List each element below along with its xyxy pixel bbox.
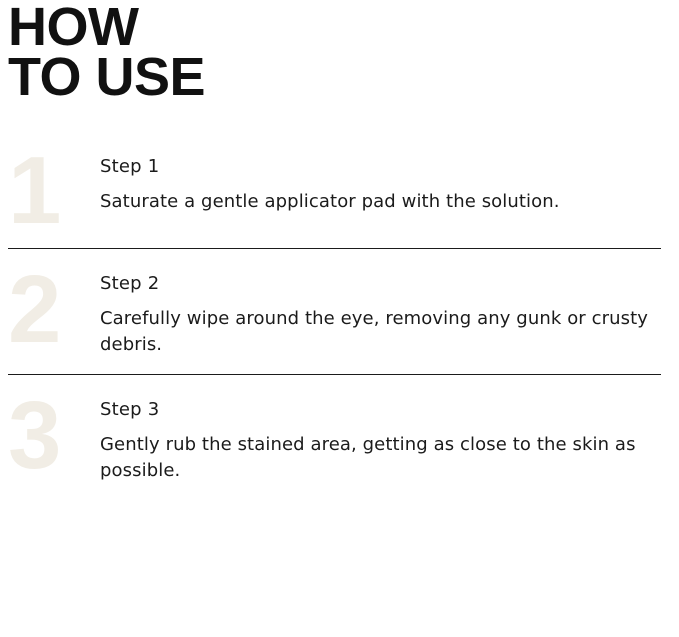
page-title bbox=[8, 0, 661, 108]
list-item bbox=[8, 137, 661, 248]
steps-list bbox=[8, 137, 661, 500]
step-number: 3 bbox=[8, 382, 62, 490]
step-body bbox=[100, 267, 661, 358]
step-title: Step 2 bbox=[100, 273, 160, 295]
step-body bbox=[100, 150, 661, 215]
list-item bbox=[8, 374, 661, 500]
page-title-line-2: TO USE bbox=[8, 47, 206, 108]
step-description: Carefully wipe around the eye, removing any gunk or crusty debris. bbox=[100, 308, 649, 356]
step-description: Saturate a gentle applicator pad with the solution. bbox=[100, 191, 560, 213]
list-item bbox=[8, 248, 661, 374]
step-title: Step 3 bbox=[100, 399, 160, 421]
step-number: 2 bbox=[8, 256, 62, 364]
step-description: Gently rub the stained area, getting as close to the skin as possible. bbox=[100, 434, 636, 482]
step-body bbox=[100, 393, 661, 484]
step-number: 1 bbox=[8, 137, 62, 245]
step-title: Step 1 bbox=[100, 156, 160, 178]
page-title-line-1: HOW bbox=[8, 0, 139, 57]
